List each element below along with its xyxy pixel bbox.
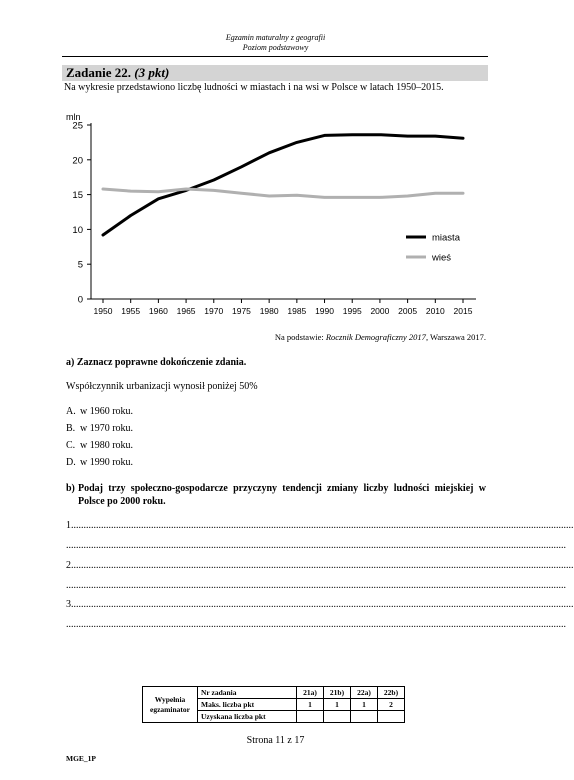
legend-label: miasta <box>432 232 460 244</box>
task-title <box>66 65 169 81</box>
option-b[interactable] <box>66 423 133 434</box>
x-tick-label: 1950 <box>93 306 113 316</box>
max-points-cell: 1 <box>297 699 324 711</box>
y-tick-label: 0 <box>77 294 83 306</box>
option-d[interactable] <box>66 457 133 468</box>
option-text: w 1980 roku. <box>80 440 134 451</box>
option-c[interactable] <box>66 440 133 451</box>
option-text: w 1970 roku. <box>80 423 134 434</box>
y-axis-label: mln <box>66 112 81 122</box>
x-tick-label: 1955 <box>121 306 141 316</box>
answer-line-3-cont[interactable]: ........................................................................................................................................................................................................ <box>66 619 566 630</box>
population-line-chart <box>60 112 490 326</box>
answer-line-2-cont[interactable]: ........................................................................................................................................................................................................ <box>66 580 566 591</box>
obtained-points-cell[interactable] <box>378 711 405 723</box>
page-number: Strona 11 z 17 <box>246 735 305 746</box>
obtained-points-cell[interactable] <box>351 711 378 723</box>
task-intro: Na wykresie przedstawiono liczbę ludności w miastach i na wsi w Polsce w latach 1950–2015. <box>64 82 444 93</box>
option-a[interactable] <box>66 406 133 417</box>
header-level: Poziom podstawowy <box>242 43 309 52</box>
part-b-question <box>66 482 486 508</box>
obtained-points-cell[interactable] <box>297 711 324 723</box>
x-tick-label: 2000 <box>370 306 390 316</box>
part-b-label: b) <box>66 483 75 494</box>
max-points-cell: 1 <box>324 699 351 711</box>
x-tick-label: 2010 <box>425 306 445 316</box>
header-exam-title: Egzamin maturalny z geografii <box>225 33 326 42</box>
option-text: w 1960 roku. <box>80 406 134 417</box>
x-tick-label: 1985 <box>287 306 307 316</box>
answer-line-2[interactable]: 2......................................................................................................................................................................................................... <box>66 560 574 571</box>
answer-number: 1. <box>66 520 74 531</box>
max-points-cell: 2 <box>378 699 405 711</box>
x-tick-label: 1975 <box>232 306 251 316</box>
answer-number: 3. <box>66 599 74 610</box>
option-letter: A. <box>66 406 76 417</box>
x-tick-label: 2005 <box>398 306 418 316</box>
x-tick-label: 1965 <box>176 306 196 316</box>
y-tick-label: 15 <box>72 190 83 202</box>
source-title: Rocznik Demograficzny 2017 <box>325 332 426 342</box>
option-text: w 1990 roku. <box>80 457 134 468</box>
answer-line-1[interactable]: 1......................................................................................................................................................................................................... <box>66 520 574 531</box>
answer-line-1-cont[interactable]: ........................................................................................................................................................................................................ <box>66 540 566 551</box>
y-tick-label: 10 <box>72 224 83 236</box>
row-header-obtained-points: Uzyskana liczba pkt <box>198 711 297 723</box>
exam-code: MGE_1P <box>66 754 96 763</box>
source-suffix: , Warszawa 2017. <box>425 332 486 342</box>
x-tick-label: 1960 <box>148 306 168 316</box>
option-letter: D. <box>66 457 76 468</box>
task-points: (3 pkt) <box>134 65 170 80</box>
x-tick-label: 1995 <box>342 306 362 316</box>
y-tick-label: 5 <box>77 259 83 271</box>
x-tick-label: 2015 <box>453 306 473 316</box>
answer-number: 2. <box>66 560 74 571</box>
task-cell: 21a) <box>297 687 324 699</box>
task-number: Zadanie 22. <box>66 65 132 80</box>
row-header-task-number: Nr zadania <box>198 687 297 699</box>
task-cell: 22b) <box>378 687 405 699</box>
obtained-points-cell[interactable] <box>324 711 351 723</box>
option-letter: C. <box>66 440 76 451</box>
max-points-cell: 1 <box>351 699 378 711</box>
row-header-max-points: Maks. liczba pkt <box>198 699 297 711</box>
task-cell: 22a) <box>351 687 378 699</box>
legend-label: wieś <box>432 252 452 264</box>
part-a-heading: a) Zaznacz poprawne dokończenie zdania. <box>66 357 247 368</box>
chart-source <box>62 332 486 342</box>
answer-line-3[interactable]: 3......................................................................................................................................................................................................... <box>66 599 574 610</box>
y-tick-label: 20 <box>72 155 83 167</box>
task-cell: 21b) <box>324 687 351 699</box>
part-a-sentence: Współczynnik urbanizacji wynosił poniżej 50% <box>66 381 258 392</box>
header-divider <box>62 56 488 57</box>
x-tick-label: 1990 <box>315 306 334 316</box>
examiner-table <box>142 686 405 723</box>
series-line-urban <box>103 135 463 235</box>
examiner-label: Wypełnia egzaminator <box>143 687 198 723</box>
series-line-rural <box>103 189 463 197</box>
source-prefix: Na podstawie: <box>274 332 326 342</box>
x-tick-label: 1970 <box>204 306 224 316</box>
part-b-text: Podaj trzy społeczno-gospodarcze przyczyny tendencji zmiany liczby ludności miejskiej w Polsce po 2000 roku. <box>78 483 486 507</box>
x-tick-label: 1980 <box>259 306 279 316</box>
option-letter: B. <box>66 423 76 434</box>
y-tick-label: 25 <box>72 120 83 132</box>
